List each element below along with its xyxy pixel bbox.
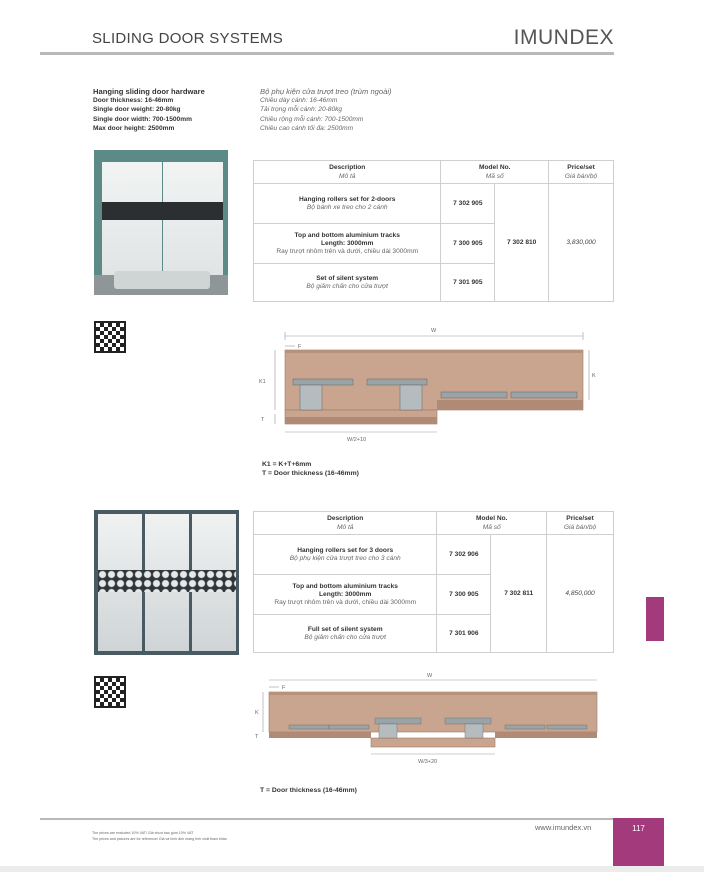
bed (114, 271, 210, 289)
left-door (269, 732, 371, 738)
specs-vietnamese (260, 87, 392, 133)
roller-bracket (465, 724, 483, 738)
row-description: Full set of silent system Bộ giảm chấn cho cửa trượt (254, 615, 437, 653)
row-model: 7 301 906 (437, 615, 491, 653)
roller-rail (445, 718, 491, 724)
brand-logo: IMUNDEX (513, 26, 614, 49)
row-model: 7 300 905 (441, 224, 495, 264)
roller-rail (329, 725, 369, 729)
top-track (285, 350, 583, 353)
row-description: Top and bottom aluminium tracks Length: 3000mm Ray trượt nhôm trên và dưới, chiều dài 3000mm (254, 224, 441, 264)
bottom-strip (0, 866, 704, 872)
roller-rail (293, 379, 353, 385)
label-f: F (282, 685, 286, 691)
roller-rail (367, 379, 427, 385)
table-row (254, 184, 614, 224)
formula-t: T = Door thickness (16-46mm) (262, 470, 359, 477)
rear-door (437, 400, 583, 410)
formula-block-2 (260, 786, 357, 795)
label-f: F (298, 344, 302, 350)
roller-rail (511, 392, 577, 398)
header-divider (40, 52, 614, 55)
roller-bracket (379, 724, 397, 738)
row-model: 7 300 905 (437, 575, 491, 615)
product-table-3-doors (253, 511, 614, 653)
diagram-3-doors (255, 670, 595, 775)
door-edge (285, 417, 437, 424)
header-description: Description Mô tả (254, 161, 441, 184)
middle-door (371, 738, 495, 747)
formula-t: T = Door thickness (16-46mm) (260, 787, 357, 794)
qr-code (94, 321, 126, 353)
footer-note: The prices and pictures are for reference/ Giá và hình ảnh mang tính chất tham khảo (92, 837, 227, 841)
spec-line: Bộ phụ kiện cửa trượt treo (trùm ngoài) (260, 87, 392, 96)
set-model: 7 302 810 (495, 184, 549, 302)
website-link[interactable]: www.imundex.vn (535, 823, 592, 832)
label-t: T (255, 734, 259, 740)
label-t: T (261, 417, 265, 423)
header-price: Price/set Giá bán/bộ (547, 512, 614, 535)
roller-rail (375, 718, 421, 724)
spec-line: Tải trọng mỗi cánh: 20-80kg (260, 106, 343, 114)
page-title: SLIDING DOOR SYSTEMS (92, 30, 284, 47)
label-w: W (431, 328, 437, 334)
row-description: Set of silent system Bộ giảm chấn cho cửa trượt (254, 264, 441, 302)
label-k: K (592, 373, 596, 379)
header-model: Model No. Mã số (437, 512, 547, 535)
specs-english (93, 87, 205, 133)
label-third-width: W/3+20 (418, 759, 438, 765)
roller-bracket (400, 385, 422, 410)
label-k1: K1 (259, 379, 266, 385)
roller-rail (505, 725, 545, 729)
spec-line: Door thickness: 16-46mm (93, 97, 174, 105)
footer-divider (40, 818, 613, 820)
product-table-2-doors (253, 160, 614, 302)
set-model: 7 302 811 (491, 535, 547, 653)
roller-rail (441, 392, 507, 398)
roller-rail (547, 725, 587, 729)
right-door (495, 732, 597, 738)
header-model: Model No. Mã số (441, 161, 549, 184)
header-price: Price/set Giá bán/bộ (549, 161, 614, 184)
door-panel (163, 162, 223, 284)
qr-code (94, 676, 126, 708)
spec-line: Hanging sliding door hardware (93, 87, 205, 96)
set-price: 3,830,000 (549, 184, 614, 302)
diagram-2-doors (255, 322, 595, 447)
spec-line: Chiều cao cánh tối đa: 2500mm (260, 124, 354, 132)
footer-notes (92, 830, 227, 842)
table-header-row (254, 161, 614, 184)
top-track (269, 692, 597, 695)
row-model: 7 302 906 (437, 535, 491, 575)
row-description: Top and bottom aluminium tracks Length: 3000mm Ray trượt nhôm trên và dưới, chiều dài 3000mm (254, 575, 437, 615)
formula-k1: K1 = K+T+6mm (262, 461, 312, 468)
table-row (254, 535, 614, 575)
row-description: Hanging rollers set for 2-doors Bộ bánh xe treo cho 2 cánh (254, 184, 441, 224)
page-number: 117 (613, 818, 664, 866)
spec-line: Chiều rộng mỗi cánh: 700-1500mm (260, 115, 364, 123)
label-half-width: W/2+10 (347, 437, 367, 443)
glass-band (102, 202, 223, 220)
roller-bracket (300, 385, 322, 410)
label-w: W (427, 673, 433, 679)
spec-line: Single door weight: 20-80kg (93, 106, 181, 114)
section-tab (646, 597, 664, 641)
product-photo-3-doors (94, 510, 239, 655)
row-description: Hanging rollers set for 3 doors Bộ phụ kiện cửa trượt treo cho 3 cánh (254, 535, 437, 575)
label-k: K (255, 710, 259, 716)
header-description: Description Mô tả (254, 512, 437, 535)
spec-line: Single door width: 700-1500mm (93, 115, 192, 123)
roller-rail (289, 725, 329, 729)
spec-line: Max door height: 2500mm (93, 124, 175, 132)
product-photo-2-doors (94, 150, 228, 295)
set-price: 4,850,000 (547, 535, 614, 653)
table-header-row (254, 512, 614, 535)
row-model: 7 301 905 (441, 264, 495, 302)
door-panel (102, 162, 162, 284)
lattice-band (98, 570, 236, 592)
spec-line: Chiều dày cánh: 16-46mm (260, 97, 338, 105)
row-model: 7 302 905 (441, 184, 495, 224)
footer-note: The prices are excluded 10% VAT/ Giá chưa bao gồm 10% VAT (92, 831, 194, 835)
formula-block-1 (262, 460, 359, 478)
